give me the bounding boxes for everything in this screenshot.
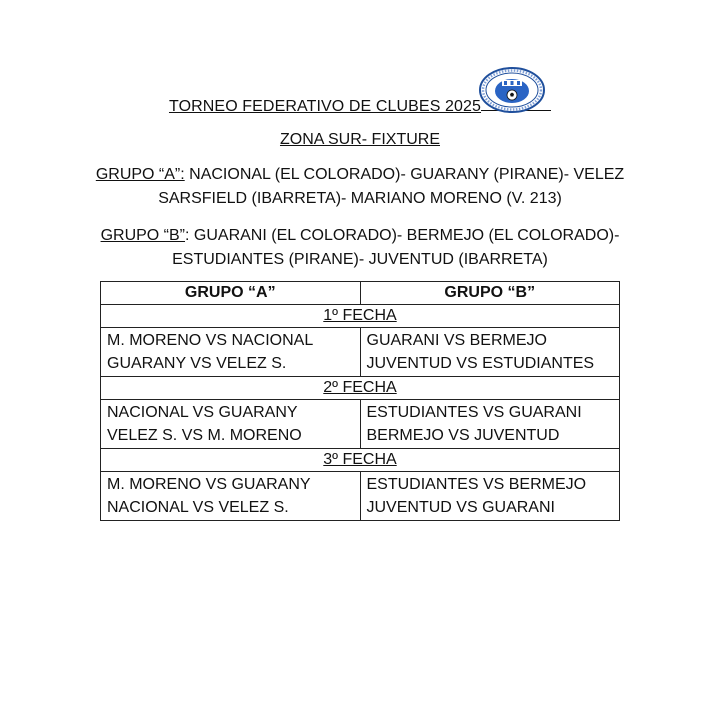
match: GUARANI VS BERMEJO [366,332,547,349]
match: M. MORENO VS GUARANY [107,476,311,493]
title-text: TORNEO FEDERATIVO DE CLUBES 2025 [168,98,482,115]
group-b-matches [360,328,620,377]
round-label: 3º FECHA [101,449,620,472]
match: GUARANY VS VELEZ S. [107,355,287,372]
header-group-b: GRUPO “B” [360,282,620,305]
federation-crest-icon [478,66,546,114]
match: M. MORENO VS NACIONAL [107,332,314,349]
group-b-description [90,224,630,272]
round-row [101,377,620,400]
match: ESTUDIANTES VS GUARANI [366,404,582,421]
match: NACIONAL VS VELEZ S. [107,499,289,516]
group-a-teams: NACIONAL (EL COLORADO)- GUARANY (PIRANE)- VELEZ SARSFIELD (IBARRETA)- MARIANO MORENO (V. 213) [158,166,625,207]
page-subtitle: ZONA SUR- FIXTURE [279,131,440,148]
group-b-label: GRUPO “B” [100,227,186,244]
page-title [0,96,720,116]
table-row [101,472,620,521]
group-b-matches [360,400,620,449]
table-row [101,400,620,449]
round-label: 2º FECHA [101,377,620,400]
group-b-teams: : GUARANI (EL COLORADO)- BERMEJO (EL COLORADO)- ESTUDIANTES (PIRANE)- JUVENTUD (IBARRETA) [172,227,620,268]
match: BERMEJO VS JUVENTUD [366,427,560,444]
match: VELEZ S. VS M. MORENO [107,427,302,444]
match: ESTUDIANTES VS BERMEJO [366,476,587,493]
round-label: 1º FECHA [101,305,620,328]
group-a-matches [101,400,361,449]
round-row [101,305,620,328]
fixture-table [100,281,620,521]
round-row [101,449,620,472]
group-a-label: GRUPO “A”: [95,166,185,183]
group-a-matches [101,472,361,521]
table-row [101,328,620,377]
fixture-header-row [101,282,620,305]
header-group-a: GRUPO “A” [101,282,361,305]
group-a-description [90,163,630,211]
group-a-matches [101,328,361,377]
match: NACIONAL VS GUARANY [107,404,298,421]
match: JUVENTUD VS ESTUDIANTES [366,355,595,372]
match: JUVENTUD VS GUARANI [366,499,555,516]
group-b-matches [360,472,620,521]
